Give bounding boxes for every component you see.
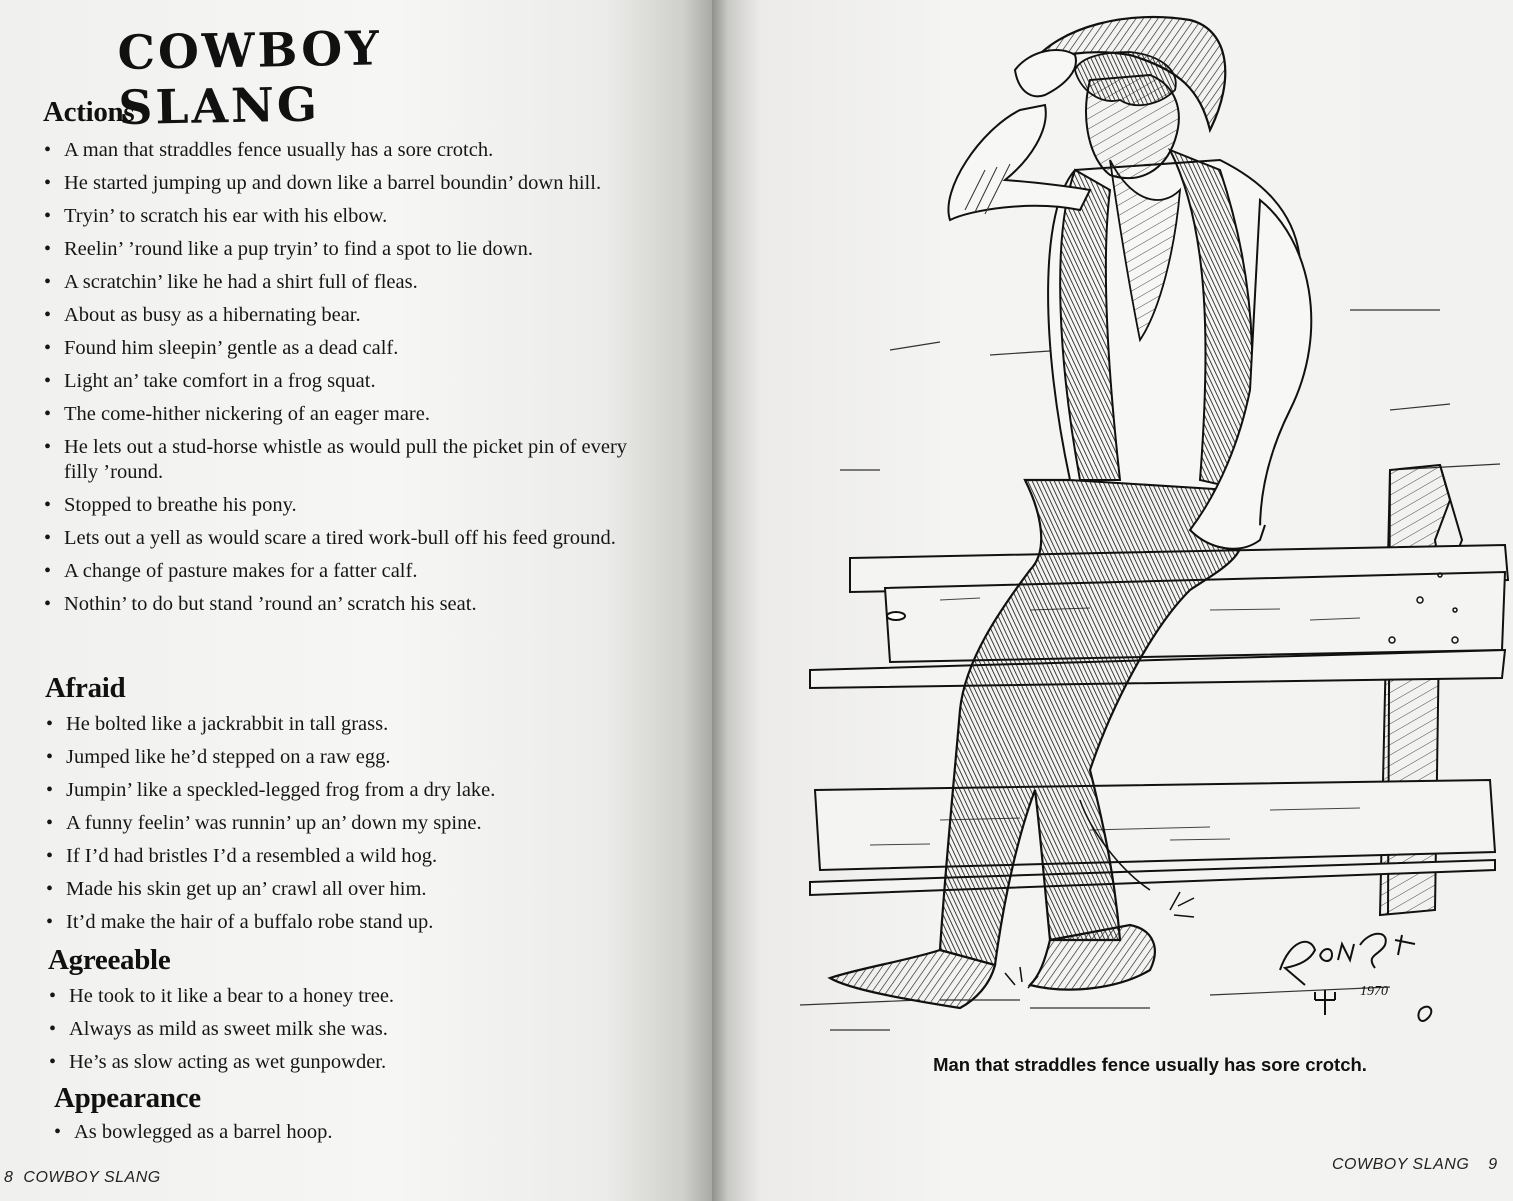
list-item: • It’d make the hair of a buffalo robe stand up.: [46, 911, 434, 933]
page-number: 9: [1488, 1156, 1498, 1173]
list-item: • Reelin’ ’round like a pup tryin’ to find a spot to lie down.: [44, 238, 533, 260]
appearance-list: [52, 1120, 652, 1153]
agreeable-list: [47, 984, 647, 1083]
list-item: • Jumpin’ like a speckled-legged frog from a dry lake.: [46, 779, 496, 801]
list-item: • A scratchin’ like he had a shirt full of fleas.: [44, 271, 418, 293]
list-item: • He started jumping up and down like a barrel boundin’ down hill.: [44, 172, 602, 194]
running-title: COWBOY SLANG: [1332, 1156, 1470, 1173]
left-page-footer: [4, 1169, 161, 1187]
illustration-caption: Man that straddles fence usually has sore crotch.: [933, 1054, 1367, 1075]
list-item: • Stopped to breathe his pony.: [44, 494, 297, 516]
left-page: [0, 0, 712, 1201]
page-number: 8: [4, 1169, 14, 1186]
afraid-list: [44, 712, 644, 943]
right-page-footer: [1332, 1156, 1498, 1174]
list-item: • Found him sleepin’ gentle as a dead calf.: [44, 337, 399, 359]
list-item: • He took to it like a bear to a honey tree.: [49, 985, 395, 1007]
list-item: • A funny feelin’ was runnin’ up an’ down my spine.: [46, 812, 482, 834]
list-item: • Jumped like he’d stepped on a raw egg.: [46, 746, 391, 768]
section-heading-agreeable: Agreeable: [48, 944, 171, 976]
list-item: • He’s as slow acting as wet gunpowder.: [49, 1051, 387, 1073]
running-title: COWBOY SLANG: [23, 1169, 161, 1186]
list-item: • A man that straddles fence usually has a sore crotch.: [44, 139, 494, 161]
list-item: • Light an’ take comfort in a frog squat.: [44, 370, 376, 392]
section-heading-afraid: Afraid: [45, 672, 126, 704]
list-item: • He lets out a stud-horse whistle as would pull the picket pin of every filly ’round.: [44, 436, 628, 483]
list-item: • If I’d had bristles I’d a resembled a wild hog.: [46, 845, 438, 867]
list-item: • The come-hither nickering of an eager mare.: [44, 403, 430, 425]
list-item: • As bowlegged as a barrel hoop.: [54, 1121, 333, 1143]
list-item: • Tryin’ to scratch his ear with his elbow.: [44, 205, 388, 227]
list-item: • A change of pasture makes for a fatter calf.: [44, 560, 418, 582]
list-item: • Always as mild as sweet milk she was.: [49, 1018, 388, 1040]
artist-signature: [1280, 934, 1431, 1021]
page-title: COWBOY SLANG: [117, 21, 383, 137]
list-item: • About as busy as a hibernating bear.: [44, 304, 361, 326]
list-item: • Nothin’ to do but stand ’round an’ scratch his seat.: [44, 593, 477, 615]
list-item: • Lets out a yell as would scare a tired work-bull off his feed ground.: [44, 527, 616, 549]
list-item: • He bolted like a jackrabbit in tall grass.: [46, 713, 389, 735]
cowboy-on-fence-illustration: [790, 10, 1510, 1050]
section-heading-actions: Actions: [43, 96, 135, 128]
svg-text:1970: 1970: [1360, 984, 1388, 999]
list-item: • Made his skin get up an’ crawl all over him.: [46, 878, 427, 900]
actions-list: [42, 138, 642, 625]
section-heading-appearance: Appearance: [54, 1082, 201, 1114]
